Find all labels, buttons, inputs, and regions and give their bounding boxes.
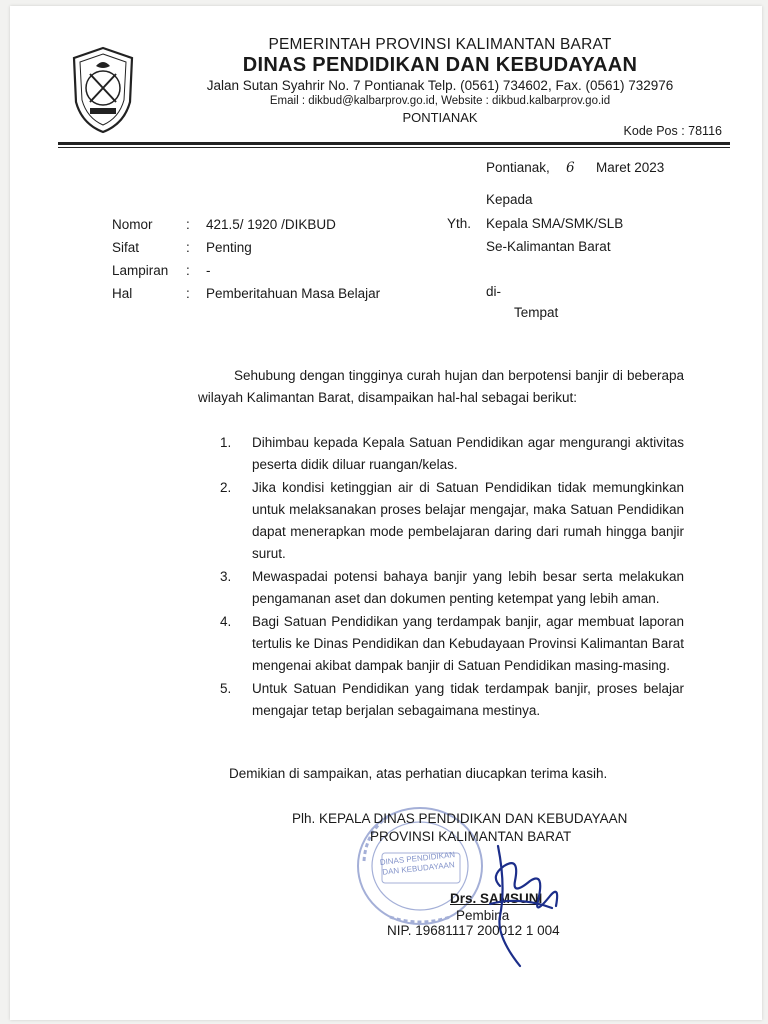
stamp-inner-text: DINAS PENDIDIKAN DAN KEBUDAYAAN xyxy=(379,850,456,877)
letterhead-address: Jalan Sutan Syahrir No. 7 Pontianak Telp. (0561) 734602, Fax. (0561) 732976 xyxy=(206,78,674,93)
list-item xyxy=(220,477,684,565)
recipient-region: Se-Kalimantan Barat xyxy=(486,239,611,254)
hal-label: Hal xyxy=(112,286,133,301)
list-item-text: Bagi Satuan Pendidikan yang terdampak banjir, agar membuat laporan tertulis ke Dinas Pendidikan dan Kebudayaan Provinsi Kalimantan Barat mengenai akibat dampak banjir di Satuan Pendidikan masing-masing. xyxy=(252,614,684,673)
date-place: Pontianak, xyxy=(486,160,550,175)
list-item-text: Jika kondisi ketinggian air di Satuan Pendidikan tidak memungkinkan untuk melaksanakan proses belajar mengajar, maka Satuan Pendidikan dapat menerapkan mode pembelajaran daring dari rumah hingga banjir surut. xyxy=(252,480,684,561)
list-item-number: 4. xyxy=(220,614,232,629)
letterhead-divider-thin xyxy=(58,147,730,148)
list-item-number: 2. xyxy=(220,480,232,495)
sifat-value: Penting xyxy=(206,240,252,255)
list-item-number: 3. xyxy=(220,569,232,584)
signatory-province: PROVINSI KALIMANTAN BARAT xyxy=(370,829,572,844)
signatory-name: Drs. SAMSUNI xyxy=(450,891,543,906)
nomor-value: 421.5/ 1920 /DIKBUD xyxy=(206,217,336,232)
letter-page xyxy=(10,6,762,1020)
letterhead-postal-code: Kode Pos : 78116 xyxy=(623,124,722,138)
recipient-tempat: Tempat xyxy=(514,305,559,320)
list-item xyxy=(220,678,684,722)
list-item-text: Dihimbau kepada Kepala Satuan Pendidikan agar mengurangi aktivitas peserta didik diluar ruangan/kelas. xyxy=(252,435,684,472)
list-item-text: Mewaspadai potensi bahaya banjir yang lebih besar serta melakukan pengamanan aset dan dokumen penting ketempat yang lebih aman. xyxy=(252,569,684,606)
lampiran-colon: : xyxy=(186,263,190,278)
list-item-number: 1. xyxy=(220,435,232,450)
signatory-title: Plh. KEPALA DINAS PENDIDIKAN DAN KEBUDAYAAN xyxy=(292,811,628,826)
sifat-label: Sifat xyxy=(112,240,140,255)
recipient-name: Kepala SMA/SMK/SLB xyxy=(486,216,624,231)
recipient-yth: Yth. xyxy=(447,216,472,231)
letterhead-government: PEMERINTAH PROVINSI KALIMANTAN BARAT xyxy=(268,36,612,53)
hal-value: Pemberitahuan Masa Belajar xyxy=(206,286,381,301)
list-item xyxy=(220,432,684,476)
letterhead-agency: DINAS PENDIDIKAN DAN KEBUDAYAAN xyxy=(242,54,638,76)
recipient-kepada: Kepada xyxy=(486,192,533,207)
date-day: 6 xyxy=(566,160,575,176)
signatory-nip: NIP. 19681117 200012 1 004 xyxy=(387,923,560,938)
intro-paragraph: Sehubung dengan tingginya curah hujan dan berpotensi banjir di beberapa wilayah Kalimantan Barat, disampaikan hal-hal sebagai berikut: xyxy=(198,368,684,405)
sifat-colon: : xyxy=(186,240,190,255)
letterhead-divider-thick xyxy=(58,142,730,145)
list-item-number: 5. xyxy=(220,681,232,696)
handwritten-signature-icon xyxy=(460,826,580,976)
date-month-year: Maret 2023 xyxy=(596,160,665,175)
list-item-text: Untuk Satuan Pendidikan yang tidak terdampak banjir, proses belajar mengajar tetap berjalan sebagaimana mestinya. xyxy=(252,681,684,718)
lampiran-label: Lampiran xyxy=(112,263,169,278)
nomor-label: Nomor xyxy=(112,217,153,232)
recipient-di: di- xyxy=(486,284,502,299)
letterhead-contact: Email : dikbud@kalbarprov.go.id, Website : dikbud.kalbarprov.go.id xyxy=(269,95,611,107)
hal-colon: : xyxy=(186,286,190,301)
list-item xyxy=(220,566,684,610)
instruction-list xyxy=(220,432,684,723)
signatory-rank: Pembina xyxy=(456,908,510,923)
lampiran-value: - xyxy=(206,263,211,278)
list-item xyxy=(220,611,684,677)
provincial-coat-of-arms-icon xyxy=(68,44,138,136)
nomor-colon: : xyxy=(186,217,190,232)
letterhead-city: PONTIANAK xyxy=(402,110,478,125)
closing-sentence: Demikian di sampaikan, atas perhatian diucapkan terima kasih. xyxy=(229,766,608,781)
